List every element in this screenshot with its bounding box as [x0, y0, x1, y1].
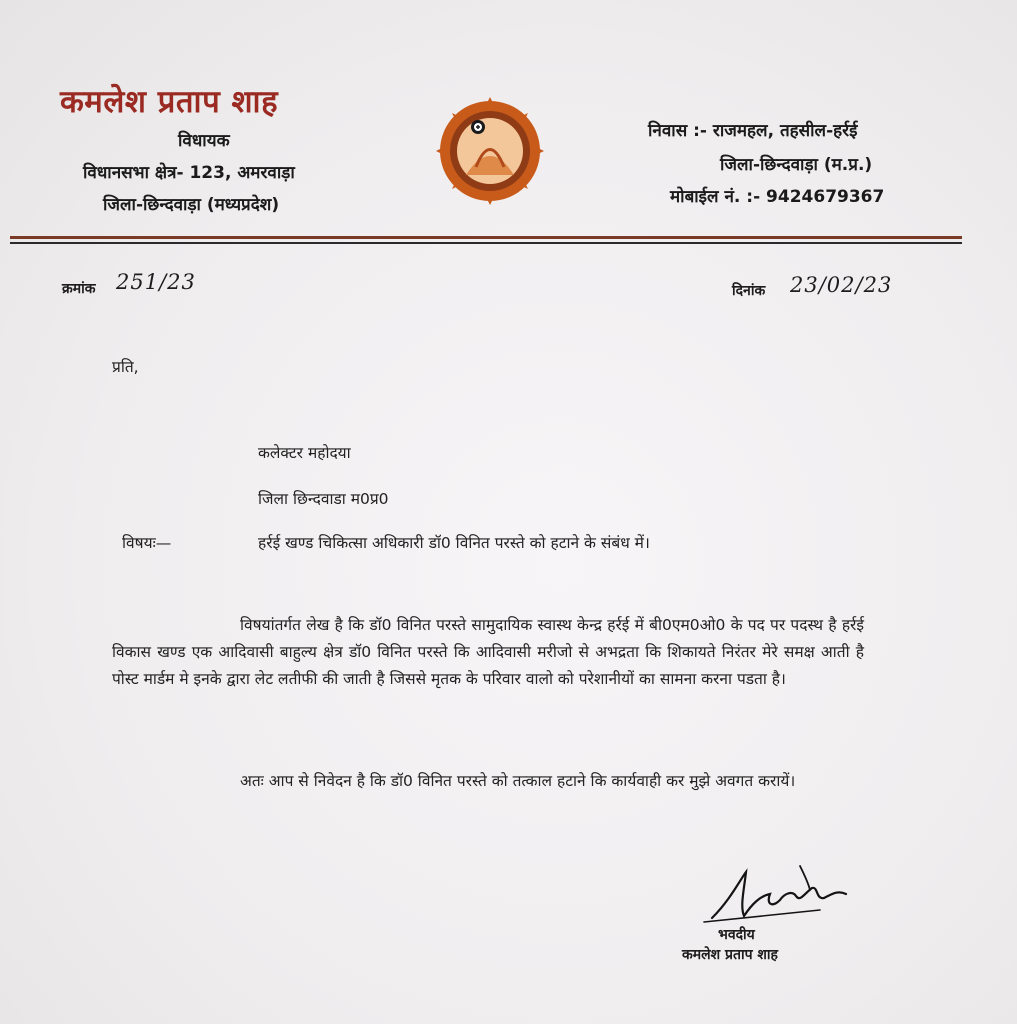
body-paragraph-1: विषयांतर्गत लेख है कि डॉ0 विनित परस्ते सामुदायिक स्वास्थ केन्द्र हर्रई में बी0एम0ओ0 के पद पर पदस्थ है हर्रई विकास खण्ड एक आदिवासी बाहुल्य क्षेत्र डॉ0 विनित परस्ते कि आदिवासी मरीजो से अभद्रता कि शिकायते निरंतर मेरे समक्ष आती है पोस्ट मार्डम मे इनके द्वारा लेट लतीफी की जाती है जिससे मृतक के परिवार वालो को परेशानीयों का सामना करना पडता है।	[112, 616, 864, 688]
mla-name: कमलेश प्रताप शाह	[60, 84, 279, 120]
subject-label: विषयः—	[122, 534, 172, 552]
district: जिला-छिन्दवाड़ा (मध्यप्रदेश)	[103, 195, 280, 215]
letterhead-rule-dark	[10, 242, 962, 244]
handwritten-signature-icon	[700, 860, 860, 930]
subject-text: हर्रई खण्ड चिकित्सा अधिकारी डॉ0 विनित परस्ते को हटाने के संबंध में।	[258, 534, 650, 552]
letter-date: 23/02/23	[790, 273, 893, 297]
designation: विधायक	[178, 131, 230, 151]
reference-number: 251/23	[116, 270, 196, 294]
constituency: विधानसभा क्षेत्र- 123, अमरवाड़ा	[83, 163, 295, 183]
reference-label: क्रमांक	[62, 281, 96, 297]
prati-label: प्रति,	[112, 358, 139, 376]
letterhead-rule	[10, 236, 962, 239]
recipient-address: जिला छिन्दवाडा म0प्र0	[258, 490, 389, 508]
closing-bhavdiya: भवदीय	[718, 927, 755, 943]
emblem-seal-icon	[436, 97, 544, 205]
date-label: दिनांक	[732, 283, 766, 299]
body-paragraph-2: अतः आप से निवेदन है कि डॉ0 विनित परस्ते को तत्काल हटाने कि कार्यवाही कर मुझे अवगत करायें।	[240, 772, 796, 790]
signatory-name: कमलेश प्रताप शाह	[682, 947, 778, 963]
residence-address: निवास :- राजमहल, तहसील-हर्रई	[648, 121, 858, 141]
mobile-number: मोबाईल नं. :- 9424679367	[670, 187, 885, 207]
recipient-title: कलेक्टर महोदया	[258, 444, 351, 462]
residence-district: जिला-छिन्दवाड़ा (म.प्र.)	[720, 155, 873, 175]
